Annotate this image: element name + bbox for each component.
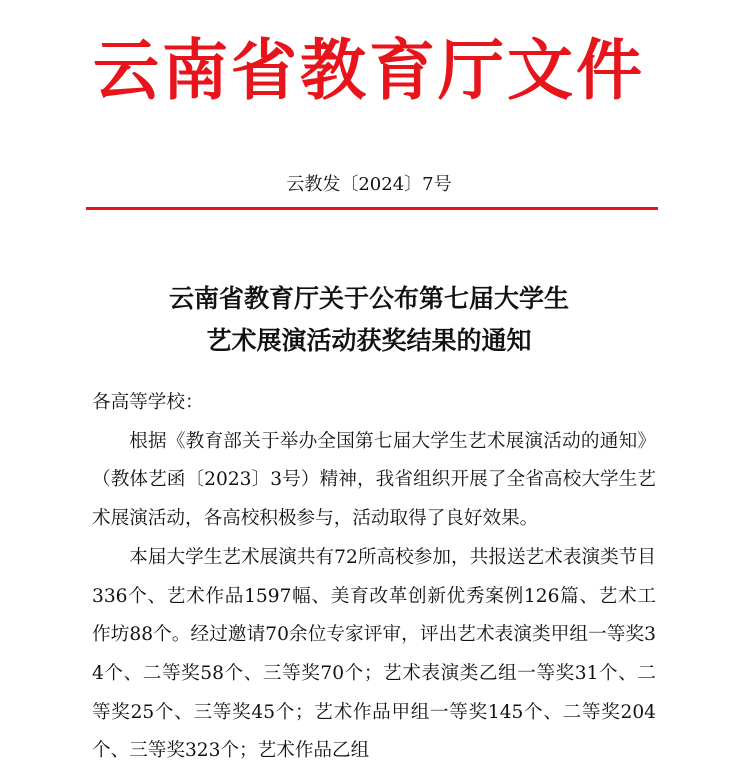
salutation: 各高等学校： <box>92 392 204 413</box>
document-title <box>0 278 738 362</box>
masthead: 云南省教育厅文件 <box>93 32 645 109</box>
document-number: 云教发〔2024〕7号 <box>286 174 452 195</box>
title-line-1: 云南省教育厅关于公布第七届大学生 <box>168 284 569 313</box>
document-body <box>92 384 656 771</box>
red-divider-line <box>86 207 658 210</box>
title-line-2: 艺术展演活动获奖结果的通知 <box>206 326 532 355</box>
body-paragraph: 本届大学生艺术展演共有72所高校参加，共报送艺术表演类节目336个、艺术作品1597幅、美育改革创新优秀案例126篇、艺术工作坊88个。经过邀请70余位专家评审，评出艺术表演类甲组一等奖34个、二等奖58个、三等奖70个；艺术表演类乙组一等奖31个、二等奖25个、三等奖45个；艺术作品甲组一等奖145个、二等奖204个、三等奖323个；艺术作品乙组 <box>92 546 656 762</box>
body-paragraph: 根据《教育部关于举办全国第七届大学生艺术展演活动的通知》（教体艺函〔2023〕3号）精神，我省组织开展了全省高校大学生艺术展演活动，各高校积极参与，活动取得了良好效果。 <box>92 430 656 530</box>
